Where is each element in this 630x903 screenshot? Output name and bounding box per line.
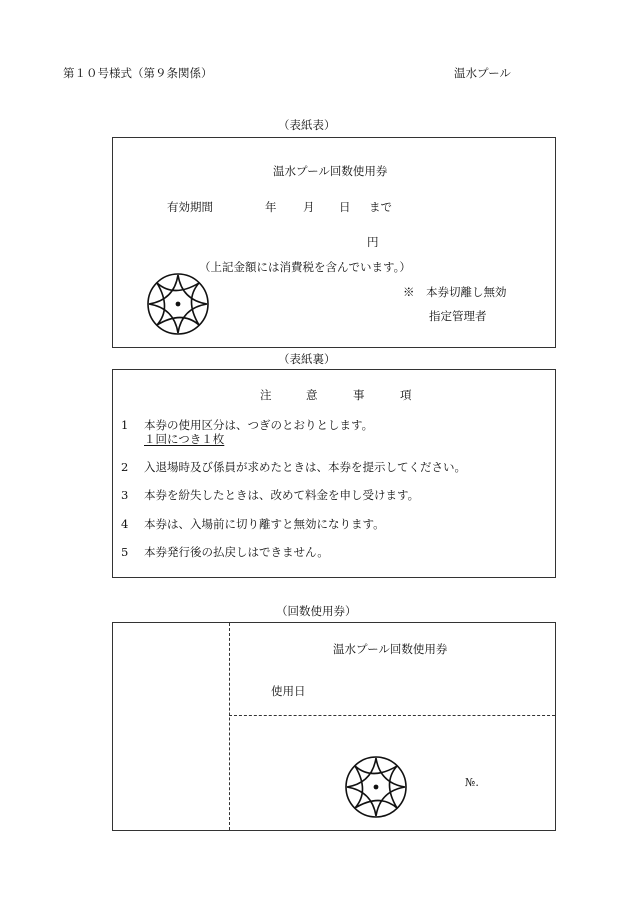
notice-heading-4: 項 [400,388,412,402]
amount-yen: 円 [367,235,379,249]
validity-year: 年 [265,200,277,214]
cover-back-caption: （表紙裏） [278,352,336,366]
ticket-number-label: №. [465,776,479,789]
manager-label: 指定管理者 [429,309,487,323]
ticket-caption: （回数使用券） [276,604,357,618]
validity-until: まで [369,200,392,214]
notice-num-4: 4 [121,517,129,531]
notice-num-1: 1 [121,418,129,432]
use-date-label: 使用日 [271,684,306,698]
ticket-title: 温水プール回数使用券 [333,642,448,656]
ticket-horizontal-divider [229,715,555,716]
ticket-vertical-divider [229,623,230,830]
detach-note: ※ 本券切離し無効 [403,285,507,299]
notice-num-2: 2 [121,460,129,474]
notice-text-4: 本券は、入場前に切り離すと無効になります。 [144,517,385,531]
ticket-emblem-icon [344,755,408,819]
notice-text-5: 本券発行後の払戻しはできません。 [144,545,329,559]
facility-name: 温水プール [454,66,511,80]
notice-num-3: 3 [121,488,129,502]
validity-month: 月 [303,200,315,214]
tax-note: （上記金額には消費税を含んでいます。） [199,260,411,274]
ticket-box [112,622,556,831]
notice-text-1: 本券の使用区分は、つぎのとおりとします。 [144,418,374,432]
cover-back-box [112,369,556,578]
cover-front-caption: （表紙表） [278,118,336,132]
validity-day: 日 [339,200,351,214]
notice-text-2: 入退場時及び係員が求めたときは、本券を提示してください。 [144,460,466,474]
notice-heading-1: 注 [260,388,272,402]
validity-label: 有効期間 [167,200,213,214]
notice-num-5: 5 [121,545,129,559]
notice-sub-1: １回につき１枚 [144,432,225,446]
notice-heading-2: 意 [306,388,318,402]
cover-front-title: 温水プール回数使用券 [273,164,388,178]
notice-text-3: 本券を紛失したときは、改めて料金を申し受けます。 [144,488,420,502]
notice-heading-3: 事 [353,388,365,402]
form-number: 第１０号様式（第９条関係） [63,66,213,80]
emblem-icon [146,272,210,336]
